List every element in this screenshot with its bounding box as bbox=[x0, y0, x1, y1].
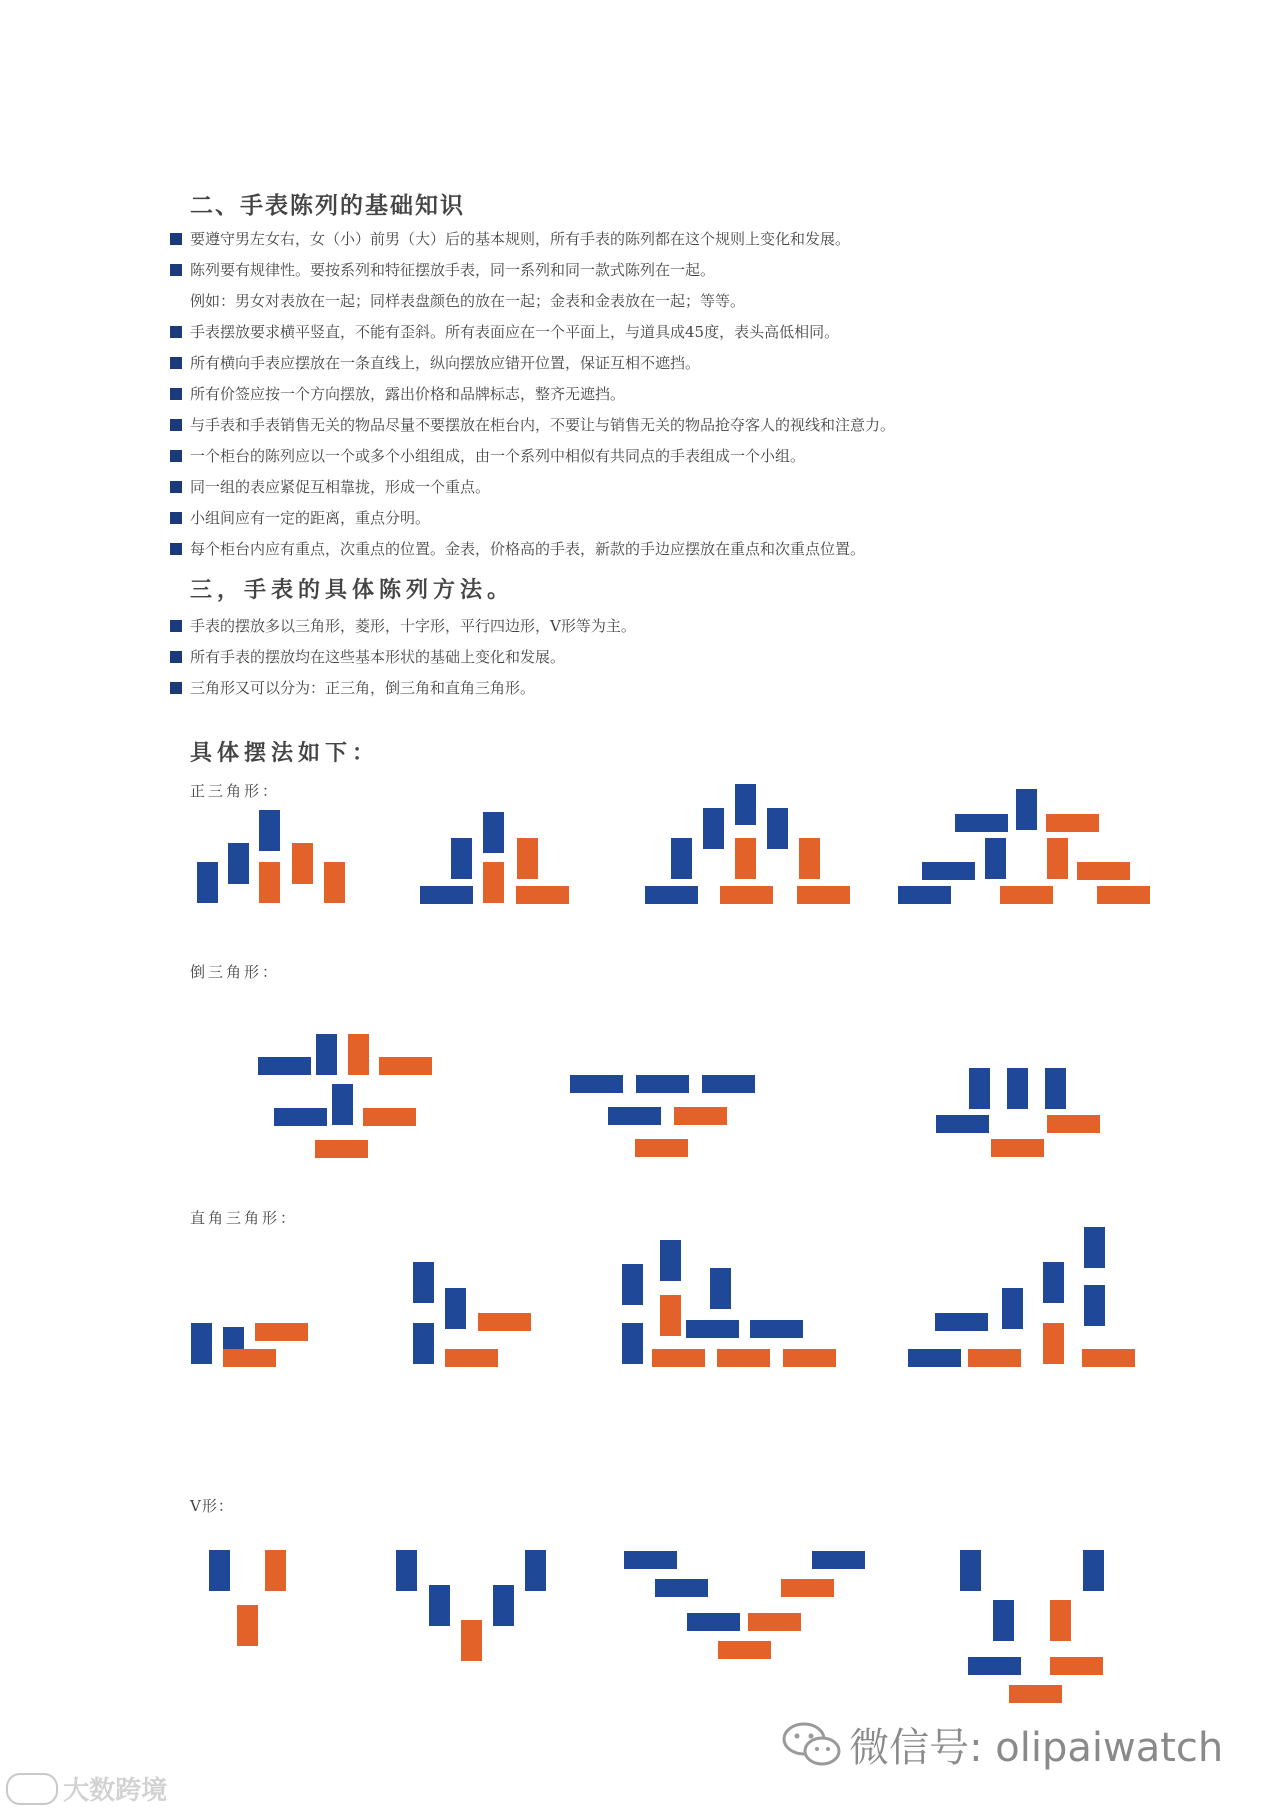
bullet-icon bbox=[170, 620, 182, 632]
watch-block bbox=[674, 1107, 727, 1125]
watch-block bbox=[1043, 1323, 1064, 1364]
bullet-icon bbox=[170, 512, 182, 524]
rule-line-6: 所有价签应按一个方向摆放，露出价格和品牌标志，整齐无遮挡。 bbox=[170, 383, 625, 404]
watch-block bbox=[797, 886, 850, 904]
watch-block bbox=[483, 862, 504, 903]
watch-block bbox=[292, 843, 313, 884]
rule-line-2: 陈列要有规律性。要按系列和特征摆放手表，同一系列和同一款式陈列在一起。 bbox=[170, 259, 715, 280]
bullet-icon bbox=[170, 682, 182, 694]
rule-line-9: 同一组的表应紧促互相靠拢，形成一个重点。 bbox=[170, 476, 490, 497]
watch-block bbox=[799, 838, 820, 879]
watch-block bbox=[1047, 838, 1068, 879]
method-line-1: 手表的摆放多以三角形，菱形，十字形，平行四边形，V形等为主。 bbox=[170, 615, 636, 636]
v-shape-label: V形： bbox=[190, 1497, 234, 1515]
watch-block bbox=[1083, 1550, 1104, 1591]
watch-block bbox=[636, 1075, 689, 1093]
watch-block bbox=[324, 862, 345, 903]
inverted-triangle-label: 倒三角形： bbox=[190, 963, 281, 981]
watch-block bbox=[1050, 1600, 1071, 1641]
watch-block bbox=[955, 814, 1008, 832]
section3-title: 三，手表的具体陈列方法。 bbox=[190, 577, 515, 603]
watch-block bbox=[968, 1657, 1021, 1675]
watch-block bbox=[767, 808, 788, 849]
watch-block bbox=[1002, 1288, 1023, 1329]
watch-block bbox=[717, 1349, 770, 1367]
watch-block bbox=[223, 1327, 244, 1350]
rule-line-7: 与手表和手表销售无关的物品尽量不要摆放在柜台内，不要让与销售无关的物品抢夺客人的视线和注意力。 bbox=[170, 414, 895, 435]
watch-block bbox=[237, 1605, 258, 1646]
watch-block bbox=[315, 1140, 368, 1158]
watch-block bbox=[783, 1349, 836, 1367]
watch-block bbox=[517, 838, 538, 879]
watch-block bbox=[608, 1107, 661, 1125]
watch-block bbox=[686, 1320, 739, 1338]
wechat-icon bbox=[780, 1719, 844, 1771]
watch-block bbox=[935, 1313, 988, 1331]
watch-block bbox=[363, 1108, 416, 1126]
watch-block bbox=[1084, 1285, 1105, 1326]
watch-block bbox=[316, 1034, 337, 1075]
watch-block bbox=[622, 1264, 643, 1305]
watch-block bbox=[703, 808, 724, 849]
watch-block bbox=[671, 838, 692, 879]
watch-block bbox=[525, 1550, 546, 1591]
watch-block bbox=[718, 1641, 771, 1659]
bullet-icon bbox=[170, 419, 182, 431]
watch-block bbox=[1050, 1657, 1103, 1675]
watch-block bbox=[660, 1295, 681, 1336]
method-line-3: 三角形又可以分为：正三角，倒三角和直角三角形。 bbox=[170, 677, 535, 698]
watch-block bbox=[735, 838, 756, 879]
watch-block bbox=[655, 1579, 708, 1597]
watch-block bbox=[1016, 789, 1037, 830]
watch-block bbox=[687, 1613, 740, 1631]
rule-line-5: 所有横向手表应摆放在一条直线上，纵向摆放应错开位置，保证互相不遮挡。 bbox=[170, 352, 700, 373]
watch-block bbox=[516, 886, 569, 904]
bullet-icon bbox=[170, 450, 182, 462]
watch-block bbox=[258, 1057, 311, 1075]
logo-icon bbox=[6, 1773, 58, 1805]
watch-block bbox=[396, 1550, 417, 1591]
bullet-icon bbox=[170, 651, 182, 663]
watch-block bbox=[969, 1068, 990, 1109]
watch-block bbox=[483, 812, 504, 853]
watch-block bbox=[702, 1075, 755, 1093]
watch-block bbox=[781, 1579, 834, 1597]
bullet-icon bbox=[170, 233, 182, 245]
watch-block bbox=[652, 1349, 705, 1367]
watch-block bbox=[223, 1349, 276, 1367]
bullet-icon bbox=[170, 264, 182, 276]
watch-block bbox=[265, 1550, 286, 1591]
rule-line-10: 小组间应有一定的距离，重点分明。 bbox=[170, 507, 430, 528]
watch-block bbox=[735, 784, 756, 825]
watch-block bbox=[993, 1600, 1014, 1641]
watch-block bbox=[348, 1034, 369, 1075]
watch-block bbox=[445, 1288, 466, 1329]
watch-block bbox=[451, 838, 472, 879]
watch-block bbox=[255, 1323, 308, 1341]
watch-block bbox=[228, 843, 249, 884]
watch-block bbox=[259, 810, 280, 851]
watch-block bbox=[445, 1349, 498, 1367]
watch-block bbox=[209, 1550, 230, 1591]
methods-title: 具体摆法如下： bbox=[190, 740, 380, 766]
watch-block bbox=[908, 1349, 961, 1367]
logo-watermark: 大数跨境 bbox=[6, 1770, 167, 1807]
watch-block bbox=[660, 1240, 681, 1281]
watch-block bbox=[259, 862, 280, 903]
section2-title: 二、手表陈列的基础知识 bbox=[190, 192, 465, 219]
rule-line-4: 手表摆放要求横平竖直，不能有歪斜。所有表面应在一个平面上，与道具成45度，表头高低相同。 bbox=[170, 321, 839, 342]
watch-block bbox=[812, 1551, 865, 1569]
bullet-icon bbox=[170, 357, 182, 369]
watch-block bbox=[413, 1262, 434, 1303]
watch-block bbox=[493, 1585, 514, 1626]
watch-block bbox=[1077, 862, 1130, 880]
wechat-watermark: 微信号: olipaiwatch bbox=[780, 1716, 1223, 1773]
watch-block bbox=[1084, 1227, 1105, 1268]
watch-block bbox=[570, 1075, 623, 1093]
watch-block bbox=[332, 1084, 353, 1125]
watch-block bbox=[720, 886, 773, 904]
watch-block bbox=[1082, 1349, 1135, 1367]
watch-block bbox=[922, 862, 975, 880]
watch-block bbox=[1097, 886, 1150, 904]
watch-block bbox=[1009, 1685, 1062, 1703]
watch-block bbox=[420, 886, 473, 904]
watch-block bbox=[898, 886, 951, 904]
right-triangle-label: 直角三角形： bbox=[190, 1209, 299, 1227]
bullet-icon bbox=[170, 481, 182, 493]
watch-block bbox=[645, 886, 698, 904]
rule-line-11: 每个柜台内应有重点，次重点的位置。金表，价格高的手表，新款的手边应摆放在重点和次重点位置。 bbox=[170, 538, 865, 559]
watch-block bbox=[413, 1323, 434, 1364]
watch-block bbox=[985, 838, 1006, 879]
bullet-icon bbox=[170, 326, 182, 338]
watch-block bbox=[379, 1057, 432, 1075]
rule-line-8: 一个柜台的陈列应以一个或多个小组组成，由一个系列中相似有共同点的手表组成一个小组。 bbox=[170, 445, 805, 466]
watch-block bbox=[1046, 814, 1099, 832]
watch-block bbox=[991, 1139, 1044, 1157]
watch-block bbox=[1007, 1068, 1028, 1109]
method-line-2: 所有手表的摆放均在这些基本形状的基础上变化和发展。 bbox=[170, 646, 565, 667]
watch-block bbox=[478, 1313, 531, 1331]
watch-block bbox=[748, 1613, 801, 1631]
watch-block bbox=[274, 1108, 327, 1126]
rule-line-1: 要遵守男左女右，女（小）前男（大）后的基本规则，所有手表的陈列都在这个规则上变化和发展。 bbox=[170, 228, 850, 249]
rule-line-3: 例如：男女对表放在一起；同样表盘颜色的放在一起；金表和金表放在一起；等等。 bbox=[190, 292, 746, 310]
watch-block bbox=[1043, 1262, 1064, 1303]
watch-block bbox=[710, 1268, 731, 1309]
watch-block bbox=[968, 1349, 1021, 1367]
watch-block bbox=[635, 1139, 688, 1157]
watch-block bbox=[197, 862, 218, 903]
bullet-icon bbox=[170, 543, 182, 555]
watch-block bbox=[622, 1323, 643, 1364]
upright-triangle-label: 正三角形： bbox=[190, 782, 281, 800]
watch-block bbox=[429, 1585, 450, 1626]
watch-block bbox=[1045, 1068, 1066, 1109]
watch-block bbox=[960, 1550, 981, 1591]
watch-block bbox=[191, 1323, 212, 1364]
watch-block bbox=[461, 1620, 482, 1661]
watch-block bbox=[750, 1320, 803, 1338]
watch-block bbox=[936, 1115, 989, 1133]
watch-block bbox=[1000, 886, 1053, 904]
bullet-icon bbox=[170, 388, 182, 400]
watch-block bbox=[624, 1551, 677, 1569]
watch-block bbox=[1047, 1115, 1100, 1133]
